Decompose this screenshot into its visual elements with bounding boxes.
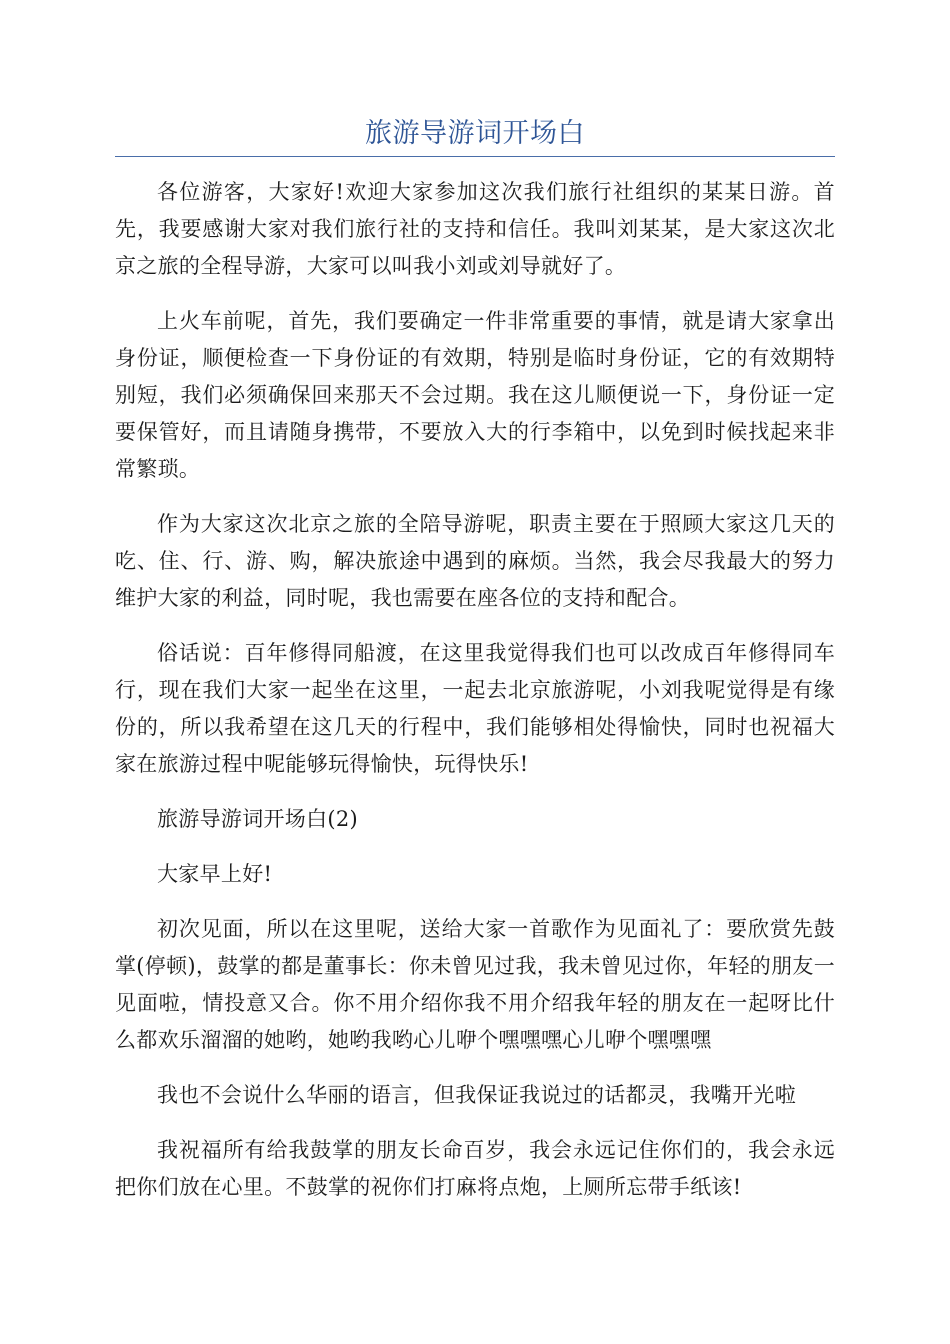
document-title: 旅游导游词开场白 xyxy=(365,118,585,149)
paragraph-2: 上火车前呢，首先，我们要确定一件非常重要的事情，就是请大家拿出身份证，顺便检查一下身份证的有效期，特别是临时身份证，它的有效期特别短，我们必须确保回来那天不会过期。我在这儿顺便说一下，身份证一定要保管好，而且请随身携带，不要放入大的行李箱中，以免到时候找起来非常繁琐。 xyxy=(115,309,835,481)
paragraph-greeting: 大家早上好! xyxy=(157,862,273,886)
paragraph-6: 初次见面，所以在这里呢，送给大家一首歌作为见面礼了：要欣赏先鼓掌(停顿)，鼓掌的都是董事长：你未曾见过我，我未曾见过你，年轻的朋友一见面啦，情投意又合。你不用介绍你我不用介绍我年轻的朋友在一起呀比什么都欢乐溜溜的她哟，她哟我哟心儿咿个嘿嘿嘿心儿咿个嘿嘿嘿 xyxy=(115,917,835,1052)
paragraph-8: 我祝福所有给我鼓掌的朋友长命百岁，我会永远记住你们的，我会永远把你们放在心里。不鼓掌的祝你们打麻将点炮，上厕所忘带手纸该! xyxy=(115,1138,835,1199)
title-block xyxy=(115,112,835,157)
paragraph-3: 作为大家这次北京之旅的全陪导游呢，职责主要在于照顾大家这几天的吃、住、行、游、购，解决旅途中遇到的麻烦。当然，我会尽我最大的努力维护大家的利益，同时呢，我也需要在座各位的支持和配合。 xyxy=(115,512,835,610)
paragraph-7: 我也不会说什么华丽的语言，但我保证我说过的话都灵，我嘴开光啦 xyxy=(157,1083,796,1107)
document-body xyxy=(115,174,835,1224)
section-heading-2: 旅游导游词开场白(2) xyxy=(157,807,359,831)
paragraph-1: 各位游客，大家好!欢迎大家参加这次我们旅行社组织的某某日游。首先，我要感谢大家对我们旅行社的支持和信任。我叫刘某某，是大家这次北京之旅的全程导游，大家可以叫我小刘或刘导就好了。 xyxy=(115,180,835,278)
paragraph-4: 俗话说：百年修得同船渡，在这里我觉得我们也可以改成百年修得同车行，现在我们大家一起坐在这里，一起去北京旅游呢，小刘我呢觉得是有缘份的，所以我希望在这几天的行程中，我们能够相处得愉快，同时也祝福大家在旅游过程中呢能够玩得愉快，玩得快乐! xyxy=(115,641,835,776)
